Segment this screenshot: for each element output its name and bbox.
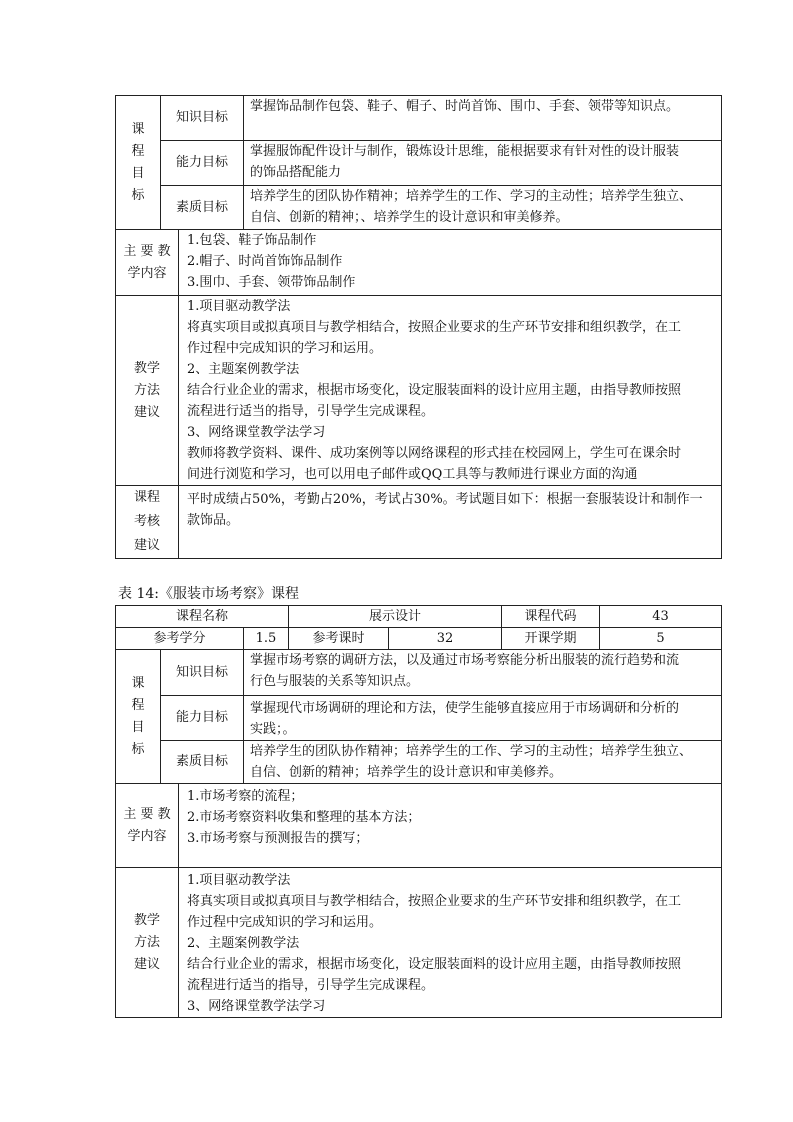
knowledge-goal-label: 知识目标 xyxy=(161,96,244,141)
course-code-value: 43 xyxy=(600,606,722,628)
assessment-label: 课程 考核 建议 xyxy=(116,486,179,559)
content-label: 主 要 教 学内容 xyxy=(116,230,179,296)
ability-goal-label-2: 能力目标 xyxy=(161,696,244,741)
quality-goal-label-2: 素质目标 xyxy=(161,741,244,784)
method-label-2: 教学 方法 建议 xyxy=(116,868,179,1018)
quality-goal-text: 培养学生的团队协作精神；培养学生的工作、学习的主动性；培养学生独立、 自信、创新的精神；、培养学生的设计意识和审美修养。 xyxy=(244,186,722,230)
table-caption: 表 14:《服装市场考察》课程 xyxy=(118,586,299,602)
hours-label: 参考课时 xyxy=(289,628,389,650)
content-label-2: 主 要 教 学内容 xyxy=(116,784,179,868)
goals-label: 课 程 目 标 xyxy=(116,96,161,230)
knowledge-goal-text-2: 掌握市场考察的调研方法，以及通过市场考察能分析出服装的流行趋势和流 行色与服装的关系等知识点。 xyxy=(244,650,722,696)
knowledge-goal-text: 掌握饰品制作包袋、鞋子、帽子、时尚首饰、围巾、手套、领带等知识点。 xyxy=(244,96,722,141)
course-name-label: 课程名称 xyxy=(116,606,289,628)
goals-label-2: 课 程 目 标 xyxy=(116,650,161,784)
knowledge-goal-label-2: 知识目标 xyxy=(161,650,244,696)
quality-goal-text-2: 培养学生的团队协作精神；培养学生的工作、学习的主动性；培养学生独立、 自信、创新的精神；培养学生的设计意识和审美修养。 xyxy=(244,741,722,784)
method-text: 1.项目驱动教学法 将真实项目或拟真项目与教学相结合，按照企业要求的生产环节安排和组织教学，在工 作过程中完成知识的学习和运用。 2、主题案例教学法 结合行业企业的需求，根据市场变化，设定服装面料的设计应用主题，由指导教师按照 流程进行适当的指导，引导学生完成课程。 3、网络课堂教学法学习 教师将教学资料、课件、成功案例等以网络课程的形式挂在校园网上，学生可在课余时 间进行浏览和学习，也可以用电子邮件或QQ工具等与教师进行课业方面的沟通 xyxy=(179,296,722,486)
course-name-value: 展示设计 xyxy=(289,606,502,628)
method-text-2: 1.项目驱动教学法 将真实项目或拟真项目与教学相结合，按照企业要求的生产环节安排和组织教学，在工 作过程中完成知识的学习和运用。 2、主题案例教学法 结合行业企业的需求，根据市场变化，设定服装面料的设计应用主题，由指导教师按照 流程进行适当的指导，引导学生完成课程。 3、网络课堂教学法学习 xyxy=(179,868,722,1018)
assessment-text: 平时成绩占50%，考勤占20%，考试占30%。考试题目如下：根据一套服装设计和制作一 款饰品。 xyxy=(179,486,722,559)
ability-goal-text-2: 掌握现代市场调研的理论和方法，使学生能够直接应用于市场调研和分析的 实践；。 xyxy=(244,696,722,741)
content-text: 1.包袋、鞋子饰品制作 2.帽子、时尚首饰饰品制作 3.围巾、手套、领带饰品制作 xyxy=(179,230,722,296)
credit-label: 参考学分 xyxy=(116,628,244,650)
quality-goal-label: 素质目标 xyxy=(161,186,244,230)
course-code-label: 课程代码 xyxy=(502,606,600,628)
course-table-1 xyxy=(115,95,722,559)
ability-goal-text: 掌握服饰配件设计与制作，锻炼设计思维，能根据要求有针对性的设计服装 的饰品搭配能力 xyxy=(244,141,722,186)
hours-value: 32 xyxy=(389,628,502,650)
term-label: 开课学期 xyxy=(502,628,600,650)
credit-value: 1.5 xyxy=(244,628,289,650)
content-text-2: 1.市场考察的流程； 2.市场考察资料收集和整理的基本方法； 3.市场考察与预测报告的撰写； xyxy=(179,784,722,868)
method-label: 教学 方法 建议 xyxy=(116,296,179,486)
ability-goal-label: 能力目标 xyxy=(161,141,244,186)
term-value: 5 xyxy=(600,628,722,650)
course-table-2 xyxy=(115,605,722,1018)
